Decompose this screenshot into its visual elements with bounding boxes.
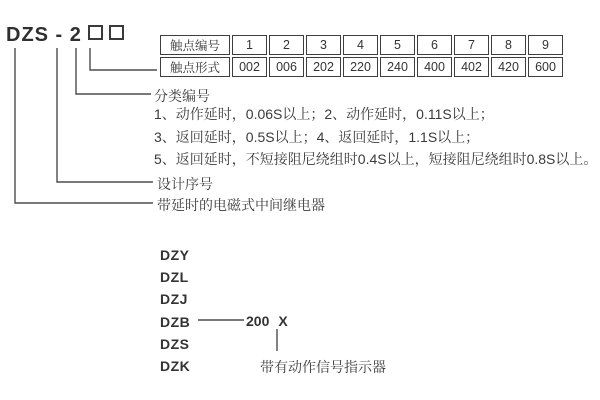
contact-form-cell: 002 xyxy=(232,57,267,77)
connector-relay-type-line xyxy=(15,48,153,203)
series-item-dzs: DZS xyxy=(160,336,190,352)
contact-form-cell: 240 xyxy=(380,57,415,77)
classification-label: 分类编号 xyxy=(154,88,210,104)
placeholder-box-2 xyxy=(109,25,124,40)
model-designation xyxy=(6,24,124,47)
indicator-label: 带有动作信号指示器 xyxy=(260,359,386,375)
contact-number-cell: 5 xyxy=(380,35,415,55)
contact-number-cell: 9 xyxy=(528,35,563,55)
classification-notes xyxy=(154,103,597,171)
contact-number-header: 触点编号 xyxy=(160,35,230,55)
series-item-dzb: DZB xyxy=(160,314,191,330)
contact-form-header: 触点形式 xyxy=(160,57,230,77)
contact-form-cell: 600 xyxy=(528,57,563,77)
model-prefix: DZS - 2 xyxy=(6,24,82,46)
connector-classification-line xyxy=(76,48,151,94)
note-line-1: 1、动作延时，0.06S以上；2、动作延时，0.11S以上； xyxy=(154,106,494,122)
contact-number-cell: 7 xyxy=(454,35,489,55)
contact-number-cell: 4 xyxy=(343,35,378,55)
contact-form-table xyxy=(158,33,565,79)
dzb-number: 200 xyxy=(246,313,270,329)
contact-number-cell: 8 xyxy=(491,35,526,55)
series-item-dzy: DZY xyxy=(160,247,190,263)
series-item-dzk: DZK xyxy=(160,358,191,374)
contact-form-cell: 402 xyxy=(454,57,489,77)
note-line-3: 5、返回延时，不短接阻尼绕组时0.4S以上，短接阻尼绕组时0.8S以上。 xyxy=(154,151,598,167)
contact-form-cell: 220 xyxy=(343,57,378,77)
placeholder-box-1 xyxy=(88,25,103,40)
dzb-suffix: X xyxy=(278,313,288,329)
contact-form-cell: 006 xyxy=(269,57,304,77)
contact-number-cell: 1 xyxy=(232,35,267,55)
connector-design-serial-line xyxy=(57,48,153,182)
contact-number-cell: 6 xyxy=(417,35,452,55)
series-item-dzj: DZJ xyxy=(160,291,188,307)
dzb-model-example xyxy=(246,313,288,329)
table-row-contact-number xyxy=(160,35,563,55)
table-row-contact-form xyxy=(160,57,563,77)
note-line-2: 3、返回延时，0.5S以上；4、返回延时，1.1S以上； xyxy=(154,128,480,145)
contact-form-cell: 400 xyxy=(417,57,452,77)
contact-number-cell: 2 xyxy=(269,35,304,55)
connector-contact-form-line xyxy=(90,48,157,70)
design-serial-label: 设计序号 xyxy=(157,176,213,192)
contact-number-cell: 3 xyxy=(306,35,341,55)
contact-form-cell: 202 xyxy=(306,57,341,77)
relay-type-label: 带延时的电磁式中间继电器 xyxy=(157,197,325,213)
series-item-dzl: DZL xyxy=(160,269,189,285)
contact-form-cell: 420 xyxy=(491,57,526,77)
